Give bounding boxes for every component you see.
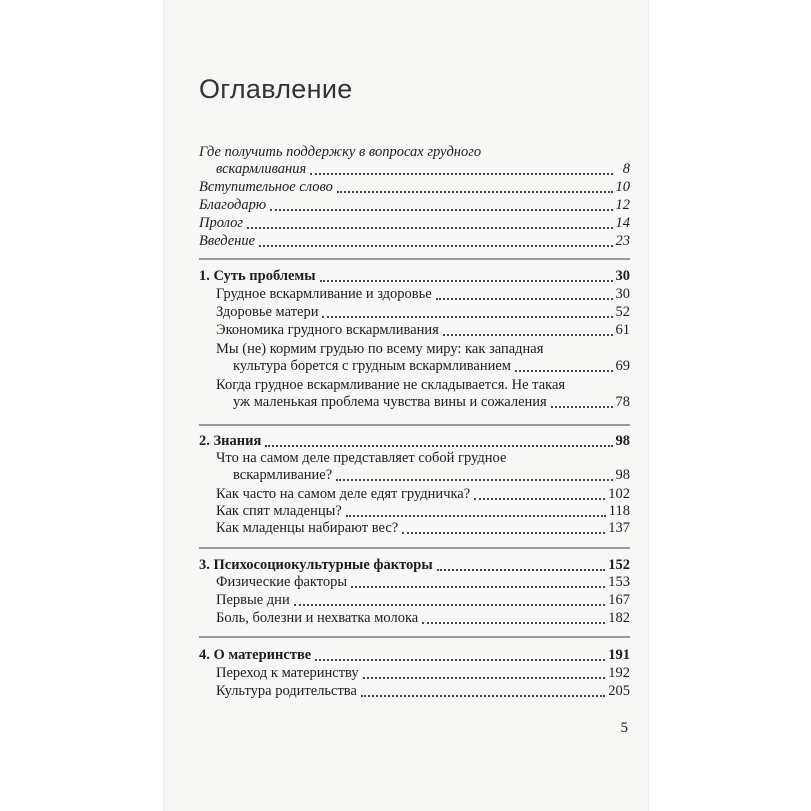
leader-dots bbox=[363, 677, 606, 679]
toc-entry-label: Здоровье матери bbox=[216, 304, 319, 320]
leader-dots bbox=[310, 173, 613, 175]
leader-dots bbox=[515, 370, 613, 372]
toc-entry bbox=[216, 486, 630, 503]
toc-entry-label: Грудное вскармливание и здоровье bbox=[216, 286, 432, 302]
toc-entry-label: Пролог bbox=[199, 215, 244, 231]
toc-entry bbox=[216, 520, 630, 537]
toc-page-number: 78 bbox=[615, 394, 630, 410]
toc-entry-label: Как младенцы набирают вес? bbox=[216, 520, 399, 536]
leader-dots bbox=[294, 604, 606, 606]
leader-dots bbox=[437, 569, 606, 571]
toc-entry-label: вскармливания bbox=[216, 161, 307, 177]
leader-dots bbox=[443, 334, 613, 336]
book-page bbox=[164, 0, 648, 811]
toc-entry-label: Благодарю bbox=[199, 197, 267, 213]
toc-page-number: 98 bbox=[615, 467, 630, 483]
chapter-divider bbox=[199, 636, 630, 638]
chapter-label: 4. О материнстве bbox=[199, 647, 312, 663]
toc-entry-label: Культура родительства bbox=[216, 683, 357, 699]
leader-dots bbox=[402, 532, 605, 534]
chapter-divider bbox=[199, 258, 630, 260]
toc-entry-label: уж маленькая проблема чувства вины и сожаления bbox=[233, 394, 547, 410]
toc-entry-label: Экономика грудного вскармливания bbox=[216, 322, 439, 338]
toc-entry bbox=[216, 665, 630, 682]
page-title: Оглавление bbox=[199, 74, 353, 104]
toc-entry bbox=[216, 304, 630, 321]
toc-entry bbox=[216, 161, 630, 178]
toc-page-number: 14 bbox=[615, 215, 630, 231]
chapter-label: 1. Суть проблемы bbox=[199, 268, 316, 284]
leader-dots bbox=[315, 659, 605, 661]
toc-page-number: 191 bbox=[608, 647, 630, 663]
chapter-divider bbox=[199, 547, 630, 549]
toc-entry bbox=[216, 610, 630, 627]
chapter-entry bbox=[199, 647, 630, 664]
toc-entry bbox=[199, 233, 630, 250]
chapter-label: 2. Знания bbox=[199, 433, 262, 449]
leader-dots bbox=[474, 498, 605, 500]
toc-entry-label: Переход к материнству bbox=[216, 665, 359, 681]
toc-entry-line: Мы (не) кормим грудью по всему миру: как западная bbox=[216, 341, 544, 357]
toc-entry bbox=[216, 592, 630, 609]
leader-dots bbox=[322, 316, 612, 318]
toc-entry bbox=[199, 197, 630, 214]
chapter-entry bbox=[199, 268, 630, 285]
toc-page-number: 52 bbox=[615, 304, 630, 320]
leader-dots bbox=[265, 445, 612, 447]
toc-entry-line: Когда грудное вскармливание не складывается. Не такая bbox=[216, 377, 566, 393]
chapter-divider bbox=[199, 424, 630, 426]
toc-page-number: 153 bbox=[608, 574, 630, 590]
leader-dots bbox=[422, 622, 605, 624]
leader-dots bbox=[337, 191, 613, 193]
toc-page-number: 69 bbox=[615, 358, 630, 374]
toc-entry-label: культура борется с грудным вскармливанием bbox=[233, 358, 511, 374]
leader-dots bbox=[436, 298, 613, 300]
toc-entry-label: Вступительное слово bbox=[199, 179, 333, 195]
toc-page-number: 61 bbox=[615, 322, 630, 338]
toc-entry-line: Что на самом деле представляет собой грудное bbox=[216, 450, 507, 466]
toc-entry-label: Введение bbox=[199, 233, 256, 249]
toc-entry bbox=[233, 358, 630, 375]
toc-page-number: 10 bbox=[615, 179, 630, 195]
toc-page-number: 205 bbox=[608, 683, 630, 699]
chapter-entry bbox=[199, 557, 630, 574]
toc-entry bbox=[199, 179, 630, 196]
leader-dots bbox=[270, 209, 612, 211]
toc-entry-label: Как часто на самом деле едят грудничка? bbox=[216, 486, 471, 502]
leader-dots bbox=[351, 586, 605, 588]
toc-page-number: 12 bbox=[615, 197, 630, 213]
toc-page-number: 167 bbox=[608, 592, 630, 608]
toc-page-number: 192 bbox=[608, 665, 630, 681]
toc-entry bbox=[233, 394, 630, 411]
toc-page-number: 182 bbox=[608, 610, 630, 626]
toc-page-number: 152 bbox=[608, 557, 630, 573]
toc-entry bbox=[216, 286, 630, 303]
leader-dots bbox=[361, 695, 605, 697]
toc-entry bbox=[216, 683, 630, 700]
toc-entry-label: вскармливание? bbox=[233, 467, 333, 483]
toc-entry-line: Где получить поддержку в вопросах грудного bbox=[199, 144, 482, 160]
leader-dots bbox=[247, 227, 612, 229]
toc-entry-label: Первые дни bbox=[216, 592, 290, 608]
toc-entry-label: Как спят младенцы? bbox=[216, 503, 342, 519]
leader-dots bbox=[320, 280, 613, 282]
toc-page-number: 8 bbox=[622, 161, 630, 177]
page-number: 5 bbox=[620, 720, 628, 736]
leader-dots bbox=[346, 515, 606, 517]
toc-entry bbox=[216, 574, 630, 591]
toc-page-number: 98 bbox=[615, 433, 630, 449]
toc-page-number: 137 bbox=[608, 520, 630, 536]
leader-dots bbox=[551, 406, 613, 408]
toc-page-number: 102 bbox=[608, 486, 630, 502]
toc-page-number: 118 bbox=[608, 503, 630, 519]
toc-entry bbox=[216, 322, 630, 339]
toc-page-number: 30 bbox=[615, 268, 630, 284]
toc-entry bbox=[233, 467, 630, 484]
toc-entry-label: Физические факторы bbox=[216, 574, 348, 590]
chapter-label: 3. Психосоциокультурные факторы bbox=[199, 557, 433, 573]
toc-page-number: 23 bbox=[615, 233, 630, 249]
leader-dots bbox=[336, 479, 612, 481]
toc-entry bbox=[199, 215, 630, 232]
chapter-entry bbox=[199, 433, 630, 450]
toc-entry-label: Боль, болезни и нехватка молока bbox=[216, 610, 419, 626]
toc-page-number: 30 bbox=[615, 286, 630, 302]
leader-dots bbox=[259, 245, 612, 247]
toc-entry bbox=[216, 503, 630, 520]
